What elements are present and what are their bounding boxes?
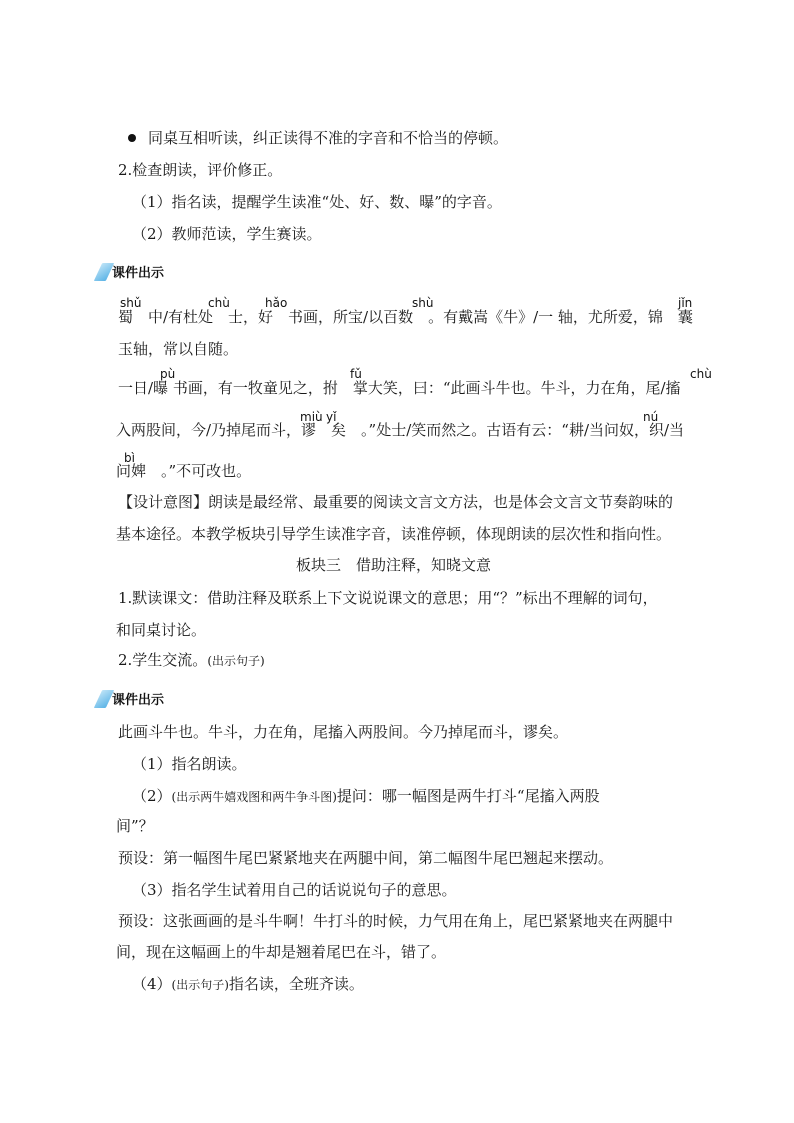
- step-2: 2.检查朗读，评价修正。: [118, 161, 283, 179]
- step-2-2: （2）教师范读，学生赛读。: [132, 225, 322, 243]
- pinyin-bi: bì: [124, 451, 135, 465]
- answer-2: 预设：第一幅图牛尾巴紧紧地夹在两腿中间，第二幅图牛尾巴翘起来摆动。: [118, 849, 614, 867]
- courseware-label-2: 课件出示: [98, 689, 164, 708]
- pinyin-yi: yǐ: [326, 410, 337, 424]
- pinyin-nu: nú: [643, 410, 659, 424]
- section-3-title: 板块三 借助注释，知晓文意: [296, 556, 492, 574]
- bullet-dot-icon: [128, 134, 136, 142]
- quoted-sentence: 此画斗牛也。牛斗，力在角，尾搐入两股间。今乃掉尾而斗，谬矣。: [118, 723, 569, 741]
- pinyin-jin: jǐn: [678, 296, 693, 310]
- section3-step2: 2.学生交流。(出示句子): [118, 651, 265, 669]
- pinyin-chu-2: chù: [690, 367, 712, 381]
- passage-p2-line3: 问婢 。”不可改也。: [116, 462, 252, 480]
- pinyin-fu: fǔ: [350, 367, 362, 381]
- question-2: （2）(出示两牛嬉戏图和两牛争斗图)提问：哪一幅图是两牛打斗“尾搐入两股: [132, 787, 600, 805]
- pinyin-hao: hǎo: [265, 296, 288, 310]
- section3-step1-line1: 1.默读课文：借助注释及联系上下文说说课文的意思；用“？”标出不理解的词句，: [118, 589, 658, 607]
- question-4: （4）(出示句子)指名读，全班齐读。: [132, 975, 364, 993]
- question-1: （1）指名朗读。: [132, 755, 247, 773]
- answer-3-line2: 间，现在这幅画上的牛却是翘着尾巴在斗，错了。: [116, 943, 447, 961]
- question-3: （3）指名学生试着用自己的话说说句子的意思。: [132, 881, 457, 899]
- design-intent-line2: 基本途径。本教学板块引导学生读准字音，读准停顿，体现朗读的层次性和指向性。: [116, 525, 672, 543]
- passage-p2-line2: 入两股间，今/乃掉尾而斗，谬 矣 。”处士/笑而然之。古语有云：“耕/当问奴，织/当: [116, 421, 685, 439]
- pinyin-shu: shǔ: [120, 296, 142, 310]
- courseware-label: 课件出示: [98, 262, 164, 281]
- step-2-1: （1）指名读，提醒学生读准“处、好、数、曝”的字音。: [132, 193, 502, 211]
- pinyin-miu: miù: [300, 410, 323, 424]
- section3-step1-line2: 和同桌讨论。: [116, 621, 207, 639]
- bullet-text: 同桌互相听读，纠正读得不准的字音和不恰当的停顿。: [148, 129, 509, 147]
- pinyin-chu: chù: [208, 296, 230, 310]
- pinyin-pu: pù: [160, 367, 176, 381]
- question-2-line2: 间”？: [116, 817, 154, 835]
- passage-p2-line1: 一日/曝 书画，有一牧童见之，拊 掌大笑，曰：“此画斗牛也。牛斗，力在角，尾/搐: [118, 379, 681, 397]
- pinyin-shu-2: shù: [412, 296, 434, 310]
- bullet-item: [128, 128, 508, 148]
- answer-3-line1: 预设：这张画画的是斗牛啊！牛打斗的时候，力气用在角上，尾巴紧紧地夹在两腿中: [118, 912, 674, 930]
- design-intent-line1: 【设计意图】朗读是最经常、最重要的阅读文言文方法，也是体会文言文节奏韵味的: [118, 493, 674, 511]
- passage-p1-line2: 玉轴，常以自随。: [118, 340, 239, 358]
- passage-p1-line1: 蜀 中/有杜处 士，好 书画，所宝/以百数 。有戴嵩《牛》/一 轴，尤所爱，锦 囊: [118, 308, 693, 326]
